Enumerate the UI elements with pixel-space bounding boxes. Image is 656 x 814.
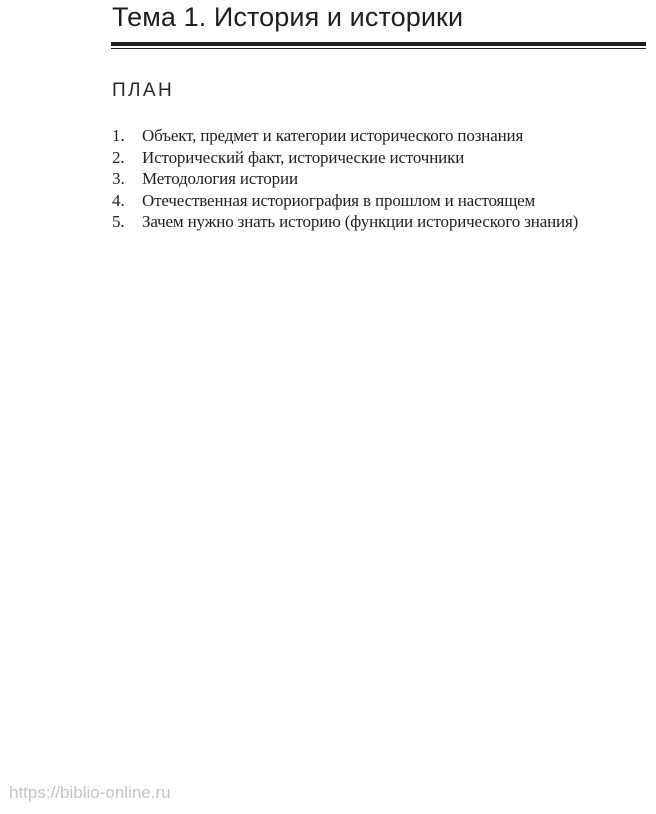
- plan-item: [112, 168, 652, 190]
- plan-list: [112, 125, 652, 233]
- watermark-url: https://biblio-online.ru: [9, 783, 171, 802]
- plan-item-text: Методология истории: [142, 169, 298, 188]
- plan-item: [112, 125, 652, 147]
- title-rule-thin: [111, 48, 646, 49]
- plan-item-text: Зачем нужно знать историю (функции исторического знания): [142, 212, 579, 231]
- plan-item: [112, 211, 652, 233]
- plan-item-text: Объект, предмет и категории исторического познания: [142, 126, 524, 145]
- plan-item-number: 3.: [112, 169, 125, 188]
- plan-heading: ПЛАН: [112, 80, 175, 101]
- plan-item-number: 1.: [112, 126, 125, 145]
- plan-item-number: 4.: [112, 190, 125, 210]
- plan-item-text: Исторический факт, исторические источники: [142, 147, 465, 167]
- chapter-title: Тема 1. История и историки: [112, 2, 464, 32]
- plan-item-number: 2.: [112, 147, 125, 167]
- plan-item-number: 5.: [112, 212, 125, 231]
- plan-item: [112, 147, 652, 169]
- plan-item-text: Отечественная историография в прошлом и настоящем: [142, 190, 536, 210]
- plan-item: [112, 190, 652, 212]
- title-rule-thick: [111, 42, 646, 46]
